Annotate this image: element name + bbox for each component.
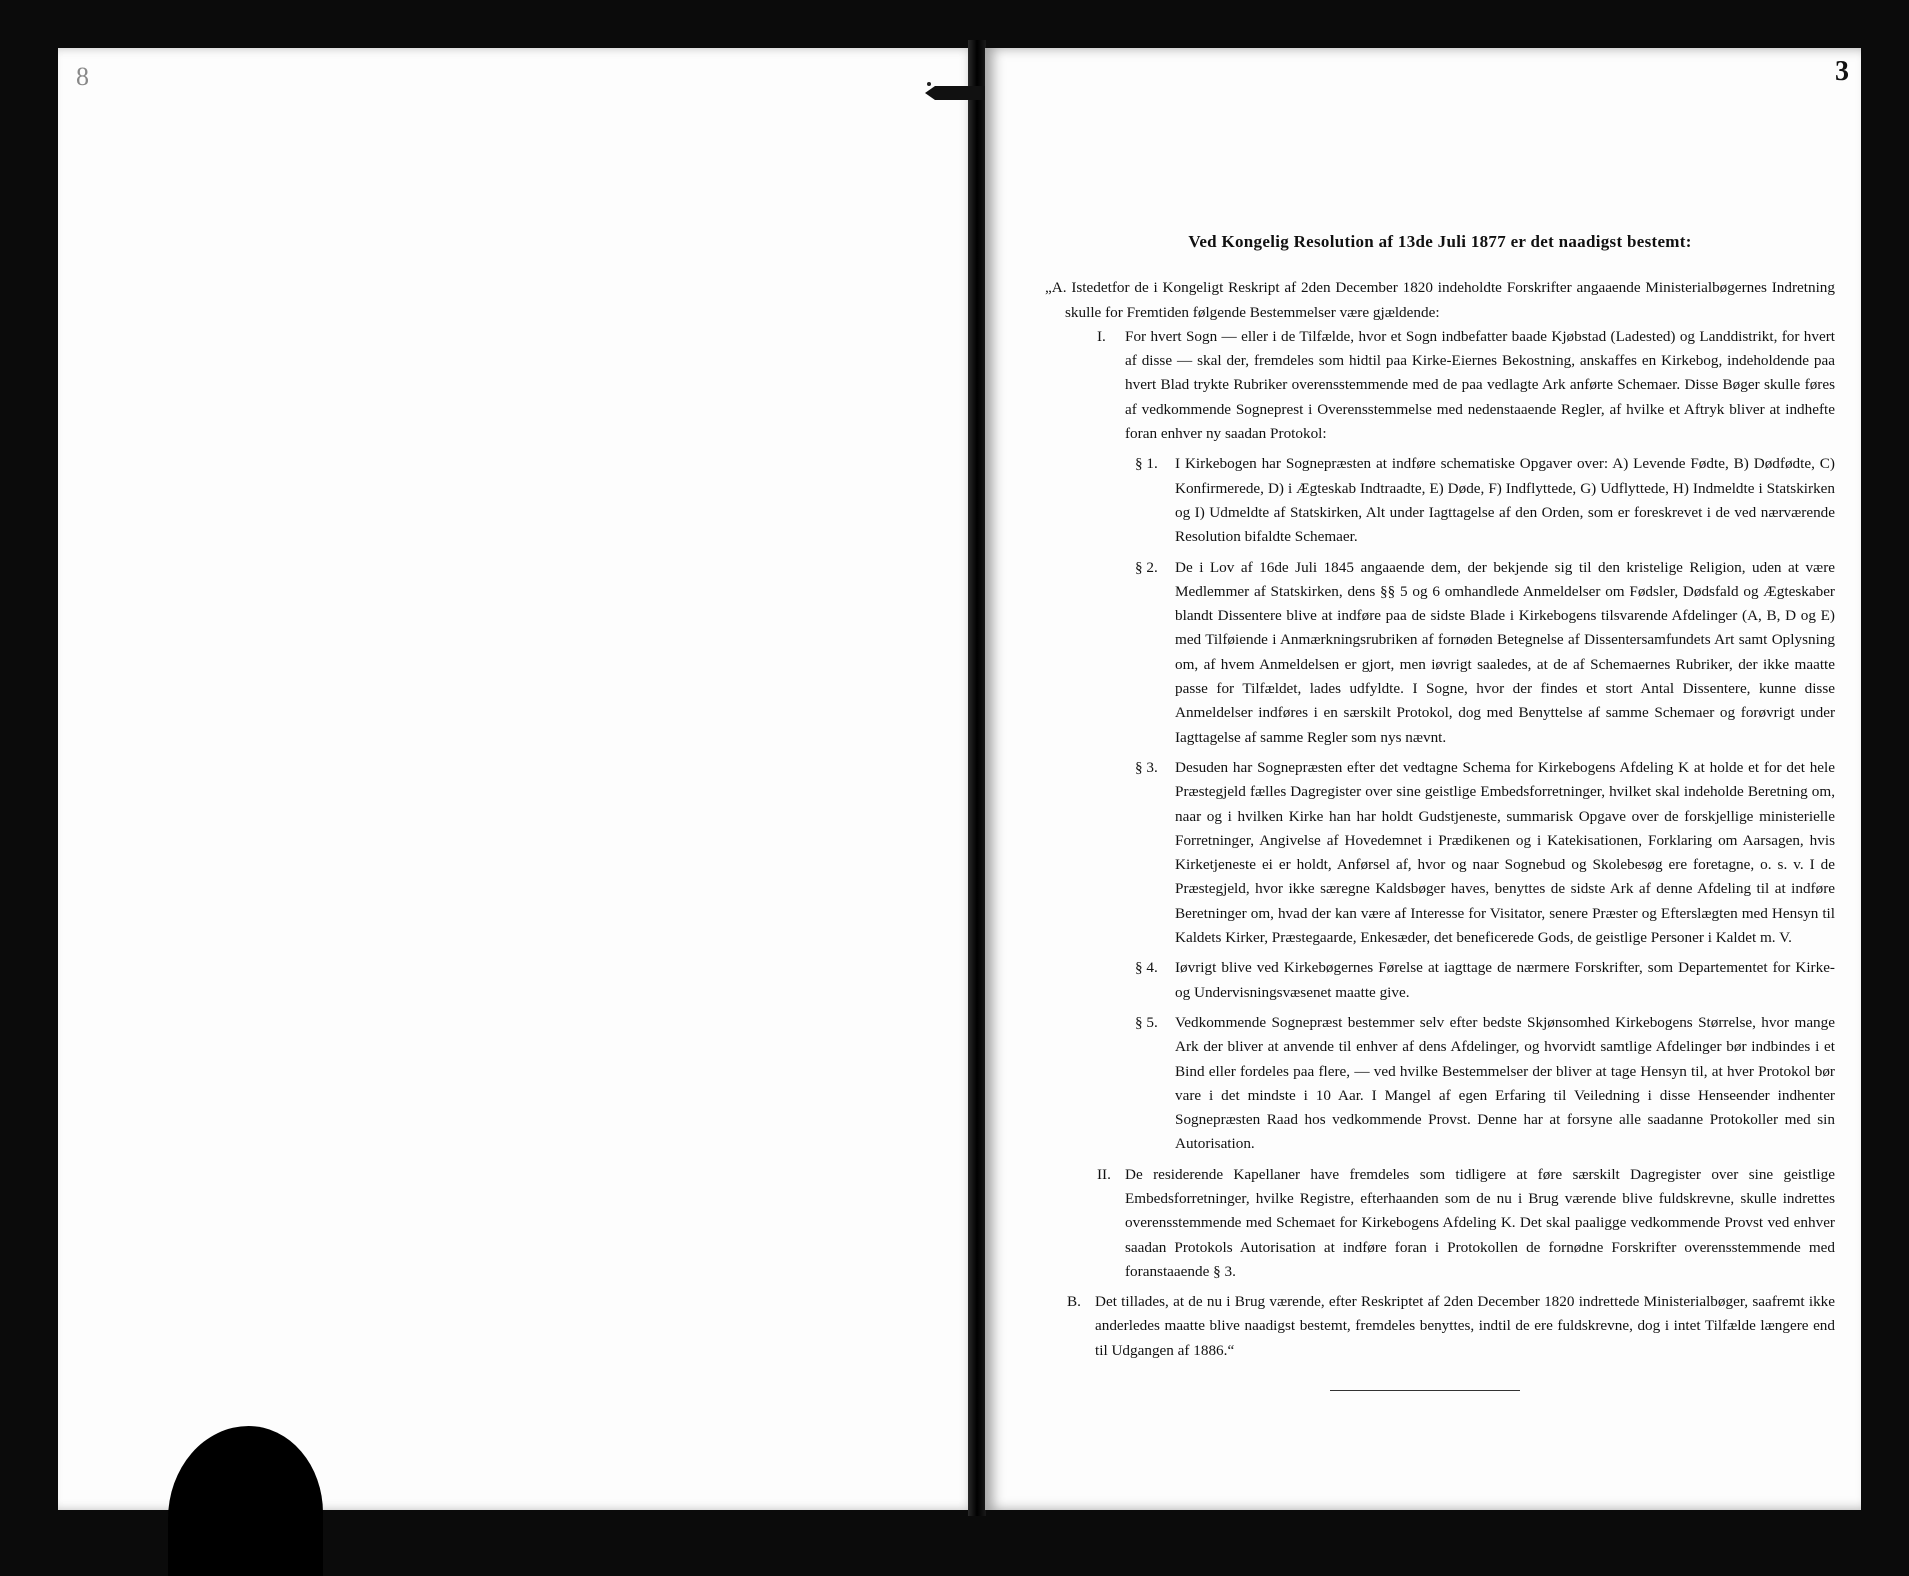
item-ii-label: II.	[1097, 1165, 1111, 1183]
paragraph-4	[1045, 956, 1835, 1005]
paragraph-1	[1045, 452, 1835, 549]
left-page-corner-number: 8	[76, 62, 89, 91]
section-a-intro: „A. Istedetfor de i Kongeligt Reskript af 2den December 1820 indeholdte Forskrifter angaaende Ministerialbøgernes Indretning skulle for Fremtiden følgende Bestemmelser være gjældende:	[1045, 279, 1835, 321]
paragraph-text: Iøvrigt blive ved Kirkebøgernes Førelse at iagttage de nærmere Forskrifter, som Departementet for Kirke- og Undervisningsvæsenet maatte give.	[1175, 959, 1835, 1001]
closing-rule	[1330, 1390, 1520, 1391]
document-heading: Ved Kongelig Resolution af 13de Juli 1877 er det naadigst bestemt:	[1188, 232, 1692, 251]
section-b	[1045, 1290, 1835, 1363]
section-b-label: B.	[1067, 1293, 1081, 1311]
resolution-text	[1045, 230, 1835, 1363]
item-i-label: I.	[1097, 327, 1106, 345]
paragraph-text: Vedkommende Sognepræst bestemmer selv efter bedste Skjønsomhed Kirkebogens Størrelse, hvor mange Ark der bliver at anvende til enhver af dens Afdelinger, og hvorvidt samtlige Afdelinger bør indbindes i et Bind eller fordeles paa flere, — ved hvilke Bestemmelser der bliver at tage Hensyn til, at hver Protokol bør vare i det mindste i 10 Aar. I Mangel af egen Erfaring til Veiledning i disse Henseender indhenter Sognepræsten Raad hos vedkommende Provst. Denne har at forsyne alle saadanne Protokoller med sin Autorisation.	[1175, 1013, 1835, 1153]
left-page	[58, 48, 976, 1510]
paragraph-text: I Kirkebogen har Sognepræsten at indføre schematiske Opgaver over: A) Levende Fødte, B) Dødfødte, C) Konfirmerede, D) i Ægteskab Indtraadte, E) Døde, F) Indflyttede, G) Udflyttede, H) Indmeldte i Statskirken og I) Udmeldte af Statskirken, Alt under Iagttagelse af den Orden, som er foreskrevet i de ved nærværende Resolution bifaldte Schemaer.	[1175, 455, 1835, 546]
item-i	[1045, 325, 1835, 446]
paragraph-label: § 2.	[1135, 558, 1158, 576]
paragraph-2	[1045, 556, 1835, 750]
page-number: 3	[1835, 56, 1849, 87]
paragraph-label: § 3.	[1135, 758, 1158, 776]
item-i-text: For hvert Sogn — eller i de Tilfælde, hvor et Sogn indbefatter baade Kjøbstad (Ladested) og Landdistrikt, for hvert af disse — skal der, fremdeles som hidtil paa Kirke-Eiernes Bekostning, anskaffes en Kirkebog, indeholdende paa hvert Blad trykte Rubriker overensstemmende med de paa vedlagte Ark anførte Schemaer. Disse Bøger skulle føres af vedkommende Sogneprest i Overensstemmelse med nedenstaaende Regler, af hvilke et Aftryk bliver at indhefte foran enhver ny saadan Protokol:	[1125, 327, 1835, 443]
paragraph-text: Desuden har Sognepræsten efter det vedtagne Schema for Kirkebogens Afdeling K at holde et for det hele Præstegjeld fælles Dagregister over sine geistlige Embedsforretninger, hvilket skal indeholde Beretning om, naar og i hvilken Kirke han har holdt Gudstjeneste, summarisk Opgave over de forskjellige ministerielle Forretninger, Angivelse af Hovedemnet i Prædikenen og i Katekisationen, Forklaring om Aarsagen, hvis Kirketjeneste ei er holdt, Anførsel af, hvor og naar Sognebud og Skolebesøg ere foretagne, o. s. v. I de Præstegjeld, hvor ikke særegne Kaldsbøger haves, benyttes de sidste Ark af denne Afdeling til at indføre Beretninger om, hvad der kan være af Interesse for Visitator, senere Præster og Efterslægten med Hensyn til Kaldets Kirker, Præstegaarde, Enkesæder, det beneficerede Gods, de geistlige Personer i Kaldet m. V.	[1175, 758, 1835, 947]
section-b-text: Det tillades, at de nu i Brug værende, efter Reskriptet af 2den December 1820 indrettede Ministerialbøger, saafremt ikke anderledes maatte blive naadigst bestemt, fremdeles benyttes, indtil de ere fuldskrevne, dog i intet Tilfælde længere end til Udgangen af 1886.“	[1095, 1293, 1835, 1359]
item-ii	[1045, 1163, 1835, 1284]
paragraph-text: De i Lov af 16de Juli 1845 angaaende dem, der bekjende sig til den kristelige Religion, uden at være Medlemmer af Statskirken, dens §§ 5 og 6 omhandlede Anmeldelser om Fødsler, Dødsfald og Ægteskaber blandt Dissentere blive at indføre paa de sidste Blade i Kirkebogens tilsvarende Afdelinger (A, B, D og E) med Tilføiende i Anmærkningsrubriken af fornøden Betegnelse af Dissentersamfundets Art samt Oplysning om, af hvem Anmeldelsen er gjort, men iøvrigt saaledes, at de af Schemaernes Rubriker, der ikke maatte passe for Tilfældet, lades udfyldte. I Sogne, hvor der findes et stort Antal Dissentere, kunne disse Anmeldelser indføres i en særskilt Protokol, dog med Benyttelse af samme Schemaer og forøvrigt under Iagttagelse af samme Regler som nys nævnt.	[1175, 558, 1835, 746]
item-ii-text: De residerende Kapellaner have fremdeles som tidligere at føre særskilt Dagregister over sine geistlige Embedsforretninger, hvilke Registre, efterhaanden som de nu i Brug værende blive fuldskrevne, skulle indrettes overensstemmende med Schemaet for Kirkebogens Afdeling K. Det skal paaligge vedkommende Provst ved enhver saadan Protokols Autorisation at indføre foran i Protokollen de fornødne Forskrifter overensstemmende med foranstaaende § 3.	[1125, 1165, 1835, 1280]
paragraph-3	[1045, 756, 1835, 950]
ink-stain	[168, 1426, 323, 1576]
paragraph-label: § 1.	[1135, 455, 1158, 473]
book-gutter	[968, 40, 986, 1516]
paragraph-label: § 4.	[1135, 959, 1158, 977]
paragraph-label: § 5.	[1135, 1013, 1158, 1031]
paragraph-5	[1045, 1011, 1835, 1157]
